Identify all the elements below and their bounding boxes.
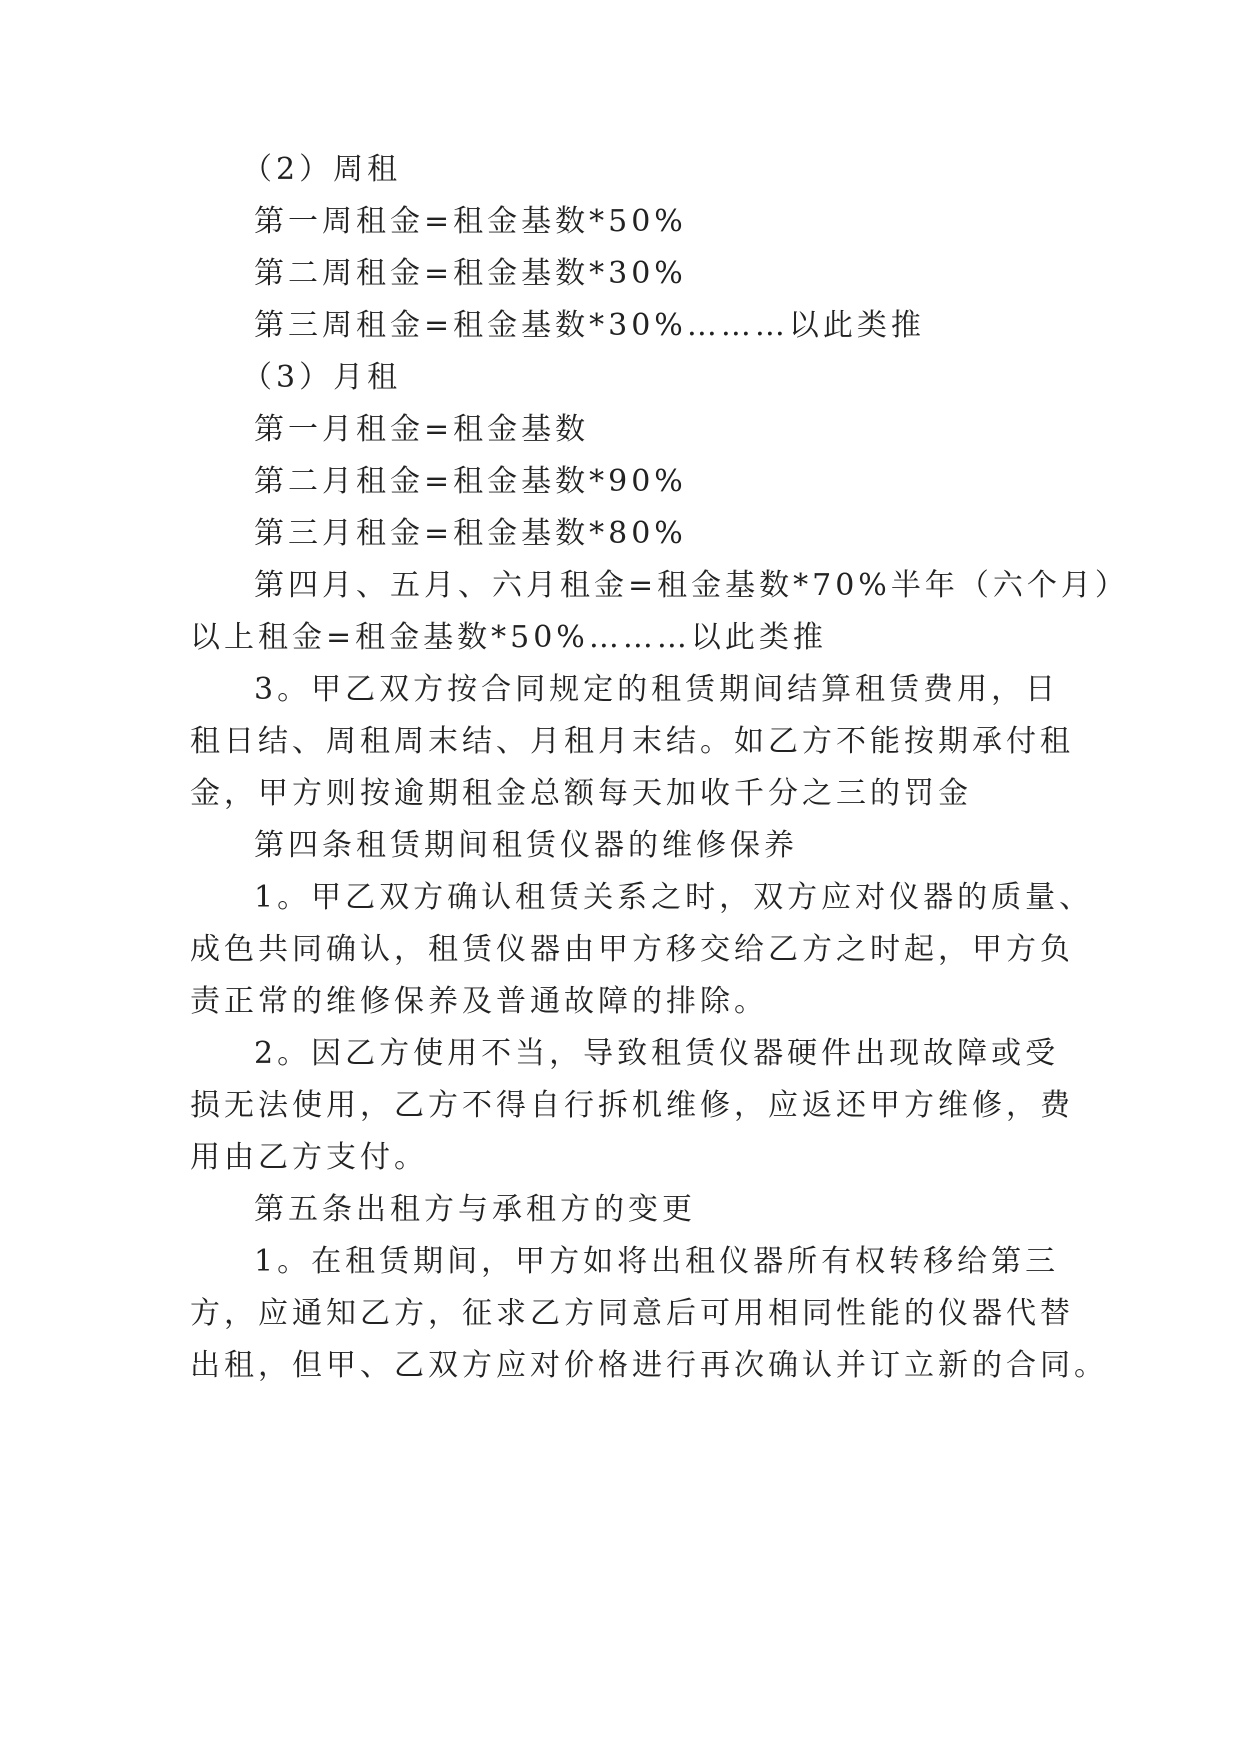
text-line: 3。甲乙双方按合同规定的租赁期间结算租赁费用，日 — [254, 672, 1060, 707]
text-line: 第四月、五月、六月租金=租金基数*70%半年（六个月） — [254, 568, 1129, 603]
text-line: 以上租金=租金基数*50%………以此类推 — [190, 620, 827, 655]
text-line: 第三周租金=租金基数*30%………以此类推 — [254, 308, 925, 343]
text-line: 第一周租金=租金基数*50% — [254, 204, 687, 239]
heading-monthly-rent: （3）月租 — [242, 360, 402, 395]
text-line: 第二周租金=租金基数*30% — [254, 256, 687, 291]
text-line: 用由乙方支付。 — [190, 1140, 428, 1175]
text-line: 第一月租金=租金基数 — [254, 412, 590, 447]
text-line: 出租，但甲、乙双方应对价格进行再次确认并订立新的合同。 — [190, 1348, 1108, 1383]
text-line: 租日结、周租周末结、月租月末结。如乙方不能按期承付租 — [190, 724, 1074, 759]
section-heading-4: 第四条租赁期间租赁仪器的维修保养 — [254, 828, 798, 863]
text-line: 成色共同确认，租赁仪器由甲方移交给乙方之时起，甲方负 — [190, 932, 1074, 967]
text-line: 1。甲乙双方确认租赁关系之时，双方应对仪器的质量、 — [254, 880, 1094, 915]
text-line: 方，应通知乙方，征求乙方同意后可用相同性能的仪器代替 — [190, 1296, 1074, 1331]
text-line: 金，甲方则按逾期租金总额每天加收千分之三的罚金 — [190, 776, 972, 811]
section-heading-5: 第五条出租方与承租方的变更 — [254, 1192, 696, 1227]
text-line: 责正常的维修保养及普通故障的排除。 — [190, 984, 768, 1019]
text-line: 第三月租金=租金基数*80% — [254, 516, 687, 551]
text-line: 2。因乙方使用不当，导致租赁仪器硬件出现故障或受 — [254, 1036, 1060, 1071]
text-line: 1。在租赁期间，甲方如将出租仪器所有权转移给第三 — [254, 1244, 1060, 1279]
text-line: 损无法使用，乙方不得自行拆机维修，应返还甲方维修，费 — [190, 1088, 1074, 1123]
text-line: 第二月租金=租金基数*90% — [254, 464, 687, 499]
heading-weekly-rent: （2）周租 — [242, 152, 402, 187]
